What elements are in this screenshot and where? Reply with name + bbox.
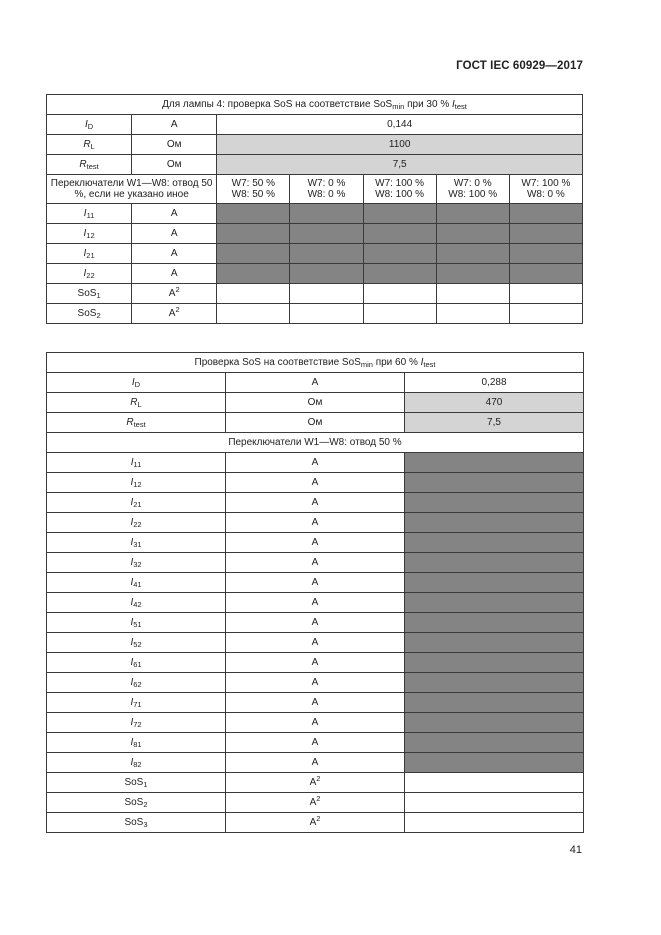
switch-label: Переключатели W1—W8: отвод 50 % bbox=[47, 433, 584, 453]
unit-cell: А bbox=[226, 613, 405, 633]
measurement-cell bbox=[509, 244, 582, 264]
result-cell bbox=[405, 793, 584, 813]
measurement-cell bbox=[436, 264, 509, 284]
unit-cell: А bbox=[226, 633, 405, 653]
switch-setting-cell bbox=[436, 175, 509, 204]
table-title-row bbox=[47, 95, 583, 115]
table-row bbox=[47, 204, 583, 224]
switch-w7-value: W7: 50 % bbox=[231, 178, 276, 189]
value-cell: 470 bbox=[405, 393, 584, 413]
measurement-cell bbox=[405, 633, 584, 653]
measurement-cell bbox=[436, 204, 509, 224]
result-cell bbox=[509, 284, 582, 304]
table-row bbox=[47, 533, 584, 553]
result-cell bbox=[436, 304, 509, 324]
table-row bbox=[47, 453, 584, 473]
unit-cell: $А^2$ bbox=[226, 793, 405, 813]
unit-cell: Ом bbox=[132, 155, 217, 175]
measurement-cell bbox=[405, 613, 584, 633]
table-row bbox=[47, 793, 584, 813]
table-row bbox=[47, 753, 584, 773]
table-row bbox=[47, 713, 584, 733]
table-row bbox=[47, 115, 583, 135]
measurement-cell bbox=[405, 493, 584, 513]
document-header: ГОСТ IEC 60929—2017 bbox=[456, 60, 583, 72]
table-row bbox=[47, 393, 584, 413]
measurement-cell bbox=[363, 264, 436, 284]
table-row bbox=[47, 673, 584, 693]
unit-cell: Ом bbox=[226, 413, 405, 433]
table-row bbox=[47, 553, 584, 573]
table-row bbox=[47, 493, 584, 513]
result-cell bbox=[217, 304, 290, 324]
table-row bbox=[47, 813, 584, 833]
parameter-symbol: $I_{51}$ bbox=[47, 613, 226, 633]
parameter-symbol: $I_{32}$ bbox=[47, 553, 226, 573]
parameter-symbol: $I_{11}$ bbox=[47, 204, 132, 224]
parameter-symbol: $I_{11}$ bbox=[47, 453, 226, 473]
parameter-symbol: $R_L$ bbox=[47, 135, 132, 155]
switch-w8-value: W8: 0 % bbox=[307, 189, 346, 200]
measurement-cell bbox=[363, 204, 436, 224]
table-row bbox=[47, 733, 584, 753]
unit-cell: Ом bbox=[132, 135, 217, 155]
parameter-symbol: SoS$_1$ bbox=[47, 284, 132, 304]
unit-cell: А bbox=[226, 693, 405, 713]
measurement-cell bbox=[405, 713, 584, 733]
measurement-cell bbox=[290, 244, 363, 264]
table-row bbox=[47, 135, 583, 155]
measurement-cell bbox=[217, 204, 290, 224]
parameter-symbol: $I_{72}$ bbox=[47, 713, 226, 733]
unit-cell: $А^2$ bbox=[226, 773, 405, 793]
result-cell bbox=[217, 284, 290, 304]
table-row bbox=[47, 573, 584, 593]
parameter-symbol: SoS$_2$ bbox=[47, 304, 132, 324]
result-cell bbox=[405, 813, 584, 833]
measurement-cell bbox=[405, 473, 584, 493]
parameter-symbol: $I_{71}$ bbox=[47, 693, 226, 713]
parameter-symbol: $I_{62}$ bbox=[47, 673, 226, 693]
unit-cell: А bbox=[132, 204, 217, 224]
table-row bbox=[47, 473, 584, 493]
measurement-cell bbox=[405, 513, 584, 533]
measurement-cell bbox=[363, 244, 436, 264]
table-row bbox=[47, 264, 583, 284]
switch-w8-value: W8: 100 % bbox=[448, 189, 498, 200]
parameter-symbol: $I_{52}$ bbox=[47, 633, 226, 653]
parameter-symbol: SoS$_2$ bbox=[47, 793, 226, 813]
measurement-cell bbox=[290, 264, 363, 284]
unit-cell: А bbox=[226, 713, 405, 733]
result-cell bbox=[290, 284, 363, 304]
unit-cell: $А^2$ bbox=[132, 304, 217, 324]
parameter-symbol: $I_{12}$ bbox=[47, 473, 226, 493]
parameter-symbol: $I_{21}$ bbox=[47, 244, 132, 264]
unit-cell: А bbox=[226, 493, 405, 513]
page-number: 41 bbox=[569, 844, 582, 856]
switch-w8-value: W8: 50 % bbox=[231, 189, 276, 200]
measurement-cell bbox=[405, 573, 584, 593]
table-row bbox=[47, 413, 584, 433]
parameter-symbol: $I_{42}$ bbox=[47, 593, 226, 613]
table-row bbox=[47, 773, 584, 793]
parameter-symbol: $I_{22}$ bbox=[47, 264, 132, 284]
switch-label: Переключатели W1—W8: отвод 50 %, если не указано иное bbox=[47, 175, 217, 204]
unit-cell: А bbox=[226, 573, 405, 593]
parameter-symbol: $I_{61}$ bbox=[47, 653, 226, 673]
result-cell bbox=[436, 284, 509, 304]
measurement-cell bbox=[217, 224, 290, 244]
measurement-cell bbox=[509, 224, 582, 244]
parameter-symbol: SoS$_1$ bbox=[47, 773, 226, 793]
measurement-cell bbox=[405, 693, 584, 713]
switch-w8-value: W8: 100 % bbox=[375, 189, 425, 200]
table-row bbox=[47, 224, 583, 244]
table-row bbox=[47, 693, 584, 713]
unit-cell: А bbox=[132, 264, 217, 284]
value-cell: 7,5 bbox=[405, 413, 584, 433]
unit-cell: А bbox=[132, 244, 217, 264]
unit-cell: А bbox=[226, 653, 405, 673]
unit-cell: $А^2$ bbox=[226, 813, 405, 833]
unit-cell: А bbox=[226, 473, 405, 493]
parameter-symbol: $I_{82}$ bbox=[47, 753, 226, 773]
table-row bbox=[47, 593, 584, 613]
measurement-cell bbox=[509, 264, 582, 284]
parameter-symbol: $I_{31}$ bbox=[47, 533, 226, 553]
unit-cell: А bbox=[226, 553, 405, 573]
parameter-symbol: $I_{21}$ bbox=[47, 493, 226, 513]
measurement-cell bbox=[405, 533, 584, 553]
measurement-cell bbox=[509, 204, 582, 224]
measurement-cell bbox=[405, 453, 584, 473]
unit-cell: А bbox=[226, 373, 405, 393]
parameter-symbol: $R_{test}$ bbox=[47, 413, 226, 433]
switch-setting-cell bbox=[217, 175, 290, 204]
parameter-symbol: $I_{41}$ bbox=[47, 573, 226, 593]
measurement-cell bbox=[405, 753, 584, 773]
result-cell bbox=[290, 304, 363, 324]
table-row bbox=[47, 513, 584, 533]
table-title-row bbox=[47, 353, 584, 373]
result-cell bbox=[405, 773, 584, 793]
result-cell bbox=[363, 284, 436, 304]
switch-w7-value: W7: 100 % bbox=[375, 178, 425, 189]
unit-cell: А bbox=[226, 513, 405, 533]
unit-cell: $А^2$ bbox=[132, 284, 217, 304]
measurement-cell bbox=[405, 593, 584, 613]
unit-cell: А bbox=[226, 673, 405, 693]
result-cell bbox=[363, 304, 436, 324]
switch-w7-value: W7: 0 % bbox=[453, 178, 492, 189]
measurement-cell bbox=[436, 244, 509, 264]
switch-w7-value: W7: 100 % bbox=[521, 178, 571, 189]
parameter-symbol: $I_{81}$ bbox=[47, 733, 226, 753]
unit-cell: А bbox=[132, 224, 217, 244]
measurement-cell bbox=[405, 733, 584, 753]
parameter-symbol: $I_D$ bbox=[47, 115, 132, 135]
value-cell: 0,288 bbox=[405, 373, 584, 393]
unit-cell: А bbox=[226, 753, 405, 773]
switch-setting-cell bbox=[290, 175, 363, 204]
switch-w7-value: W7: 0 % bbox=[307, 178, 346, 189]
result-cell bbox=[509, 304, 582, 324]
measurement-cell bbox=[363, 224, 436, 244]
sos-table-60pct bbox=[46, 352, 584, 833]
parameter-symbol: $R_{test}$ bbox=[47, 155, 132, 175]
value-cell: 1100 bbox=[217, 135, 583, 155]
switch-setting-cell bbox=[509, 175, 582, 204]
parameter-symbol: SoS$_3$ bbox=[47, 813, 226, 833]
parameter-symbol: $R_L$ bbox=[47, 393, 226, 413]
table-title: Для лампы 4: проверка SoS на соответствие SoS$_{min}$ при 30 % $I_{test}$ bbox=[47, 95, 583, 115]
parameter-symbol: $I_{12}$ bbox=[47, 224, 132, 244]
unit-cell: Ом bbox=[226, 393, 405, 413]
table-row bbox=[47, 613, 584, 633]
table-row bbox=[47, 284, 583, 304]
switch-settings-row bbox=[47, 433, 584, 453]
measurement-cell bbox=[405, 553, 584, 573]
measurement-cell bbox=[217, 264, 290, 284]
unit-cell: А bbox=[226, 533, 405, 553]
measurement-cell bbox=[436, 224, 509, 244]
switch-w8-value: W8: 0 % bbox=[526, 189, 565, 200]
table-title: Проверка SoS на соответствие SoS$_{min}$ при 60 % $I_{test}$ bbox=[47, 353, 584, 373]
table-row bbox=[47, 304, 583, 324]
measurement-cell bbox=[405, 653, 584, 673]
switch-setting-cell bbox=[363, 175, 436, 204]
parameter-symbol: $I_D$ bbox=[47, 373, 226, 393]
unit-cell: А bbox=[132, 115, 217, 135]
measurement-cell bbox=[217, 244, 290, 264]
table-row bbox=[47, 653, 584, 673]
unit-cell: А bbox=[226, 733, 405, 753]
switch-settings-row bbox=[47, 175, 583, 204]
parameter-symbol: $I_{22}$ bbox=[47, 513, 226, 533]
table-row bbox=[47, 244, 583, 264]
measurement-cell bbox=[405, 673, 584, 693]
value-cell: 7,5 bbox=[217, 155, 583, 175]
table-row bbox=[47, 155, 583, 175]
measurement-cell bbox=[290, 224, 363, 244]
unit-cell: А bbox=[226, 593, 405, 613]
unit-cell: А bbox=[226, 453, 405, 473]
value-cell: 0,144 bbox=[217, 115, 583, 135]
lamp4-sos-table-30pct bbox=[46, 94, 583, 324]
table-row bbox=[47, 373, 584, 393]
measurement-cell bbox=[290, 204, 363, 224]
table-row bbox=[47, 633, 584, 653]
